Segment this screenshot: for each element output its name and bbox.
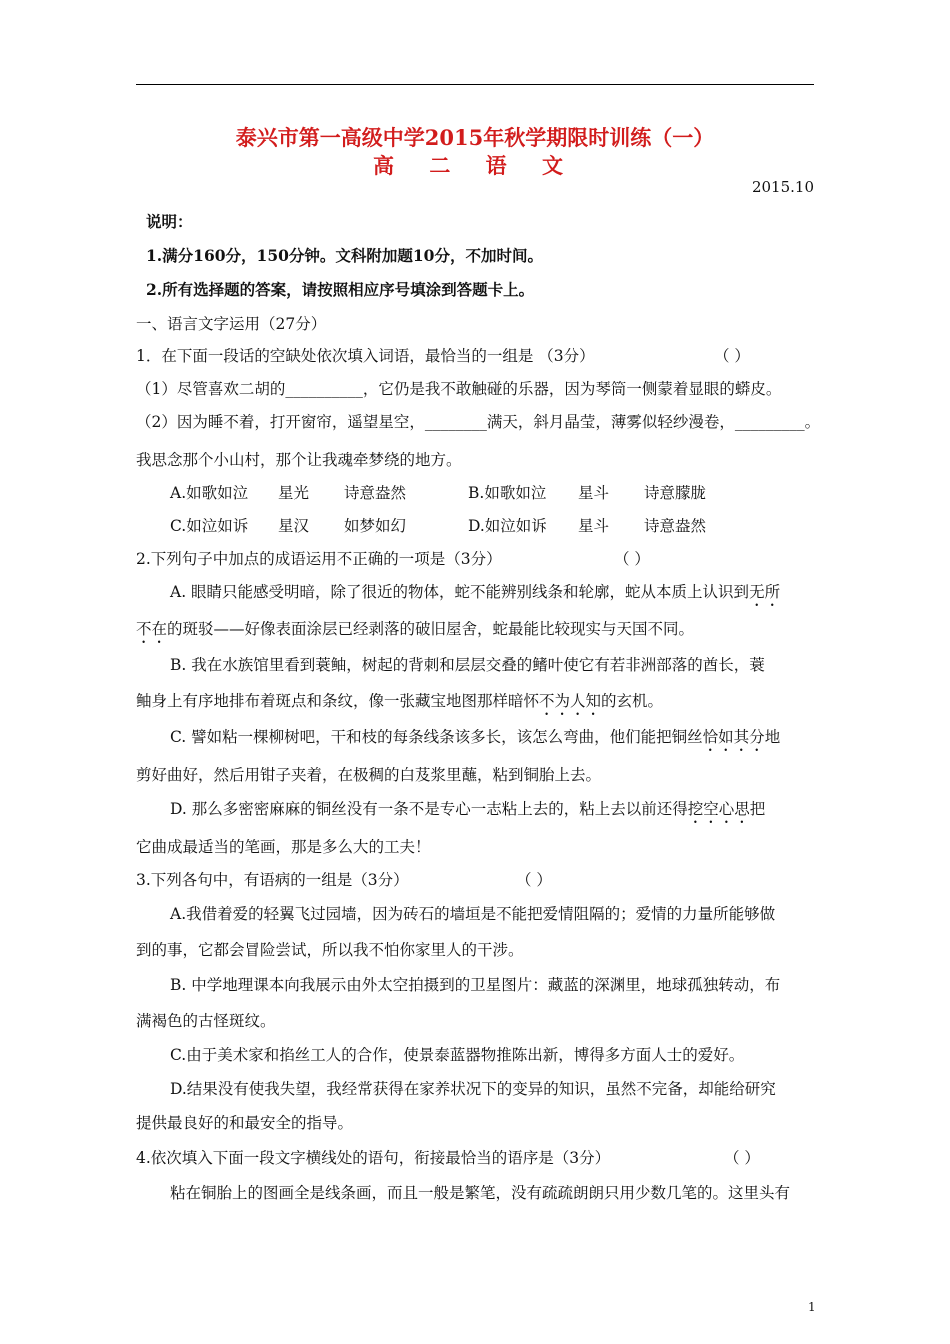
q1-stem bbox=[136, 344, 816, 366]
q1-option-c-1: C.如泣如诉 bbox=[170, 517, 249, 535]
page-number: 1 bbox=[808, 1300, 816, 1314]
q4-passage: 粘在铜胎上的图画全是线条画，而且一般是繁笔，没有疏疏朗朗只用少数几笔的。这里头有 bbox=[170, 1184, 791, 1202]
q2-c-text: C. 譬如粘一棵柳树吧，干和枝的每条线条该多长，该怎么弯曲，他们能把铜丝 bbox=[170, 728, 703, 746]
q2-option-c-line1 bbox=[170, 725, 850, 755]
q1-option-b-3: 诗意朦胧 bbox=[644, 484, 707, 502]
q1-stem-text: 1．在下面一段话的空缺处依次填入词语，最恰当的一组是 （3分） bbox=[136, 347, 595, 365]
q3-option-b-line1: B. 中学地理课本向我展示由外太空拍摄到的卫星图片：藏蓝的深渊里，地球孤独转动，布 bbox=[170, 976, 781, 994]
q2-a-text-2: 的斑驳——好像表面涂层已经剥落的破旧屋舍，蛇最能比较现实与天国不同。 bbox=[167, 620, 695, 638]
exam-subject: 高 二 语 文 bbox=[373, 153, 577, 178]
q1-options-cd bbox=[170, 514, 850, 536]
q1-option-a-3: 诗意盎然 bbox=[344, 484, 407, 502]
q2-answer-bracket: （ ） bbox=[614, 550, 650, 568]
notes-heading: 说明： bbox=[146, 212, 193, 231]
q1-option-d-3: 诗意盎然 bbox=[644, 517, 707, 535]
q2-option-d-line1 bbox=[170, 797, 850, 827]
q4-stem-text: 4.依次填入下面一段文字横线处的语句，衔接最恰当的语序是（3分） bbox=[136, 1149, 611, 1167]
q2-a-text: A. 眼睛只能感受明暗，除了很近的物体，蛇不能辨别线条和轮廓，蛇从本质上认识到 bbox=[170, 583, 750, 601]
q1-option-c-2: 星汉 bbox=[278, 517, 310, 535]
q2-d-text: D. 那么多密密麻麻的铜丝没有一条不是专心一志粘上去的，粘上去以前还得 bbox=[170, 800, 688, 818]
q2-b-text: 鲉身上有序地排布着斑点和条纹，像一张藏宝地图那样暗怀 bbox=[136, 692, 540, 710]
q1-option-b-2: 星斗 bbox=[578, 484, 610, 502]
q3-stem-text: 3.下列各句中，有语病的一组是（3分） bbox=[136, 871, 409, 889]
exam-date: 2015.10 bbox=[751, 178, 814, 196]
exam-title: 泰兴市第一高级中学2015年秋学期限时训练（一） bbox=[235, 125, 715, 150]
q2-option-a-line2 bbox=[136, 617, 816, 647]
q2-b-end: 的玄机。 bbox=[601, 692, 664, 710]
q2-d-end: 把 bbox=[749, 800, 766, 818]
q2-option-a-line1 bbox=[170, 580, 850, 610]
header-rule bbox=[136, 84, 814, 85]
q4-stem bbox=[136, 1146, 816, 1168]
q2-option-d-line2: 它曲成最适当的笔画，那是多么大的工夫！ bbox=[136, 838, 431, 856]
q3-answer-bracket: （ ） bbox=[516, 871, 552, 889]
q1-option-c-3: 如梦如幻 bbox=[344, 517, 407, 535]
q3-stem bbox=[136, 868, 816, 890]
q2-option-c-line2: 剪好曲好，然后用钳子夹着，在极稠的白芨浆里蘸，粘到铜胎上去。 bbox=[136, 766, 602, 784]
q2-stem-text: 2.下列句子中加点的成语运用不正确的一项是（3分） bbox=[136, 550, 502, 568]
section-heading: 一、语言文字运用（27分） bbox=[136, 315, 327, 333]
q3-option-d-line2: 提供最良好的和最安全的指导。 bbox=[136, 1114, 354, 1132]
q2-a-dotted-1: 无所 bbox=[749, 583, 781, 601]
q2-stem bbox=[136, 547, 816, 569]
q1-option-a-2: 星光 bbox=[278, 484, 310, 502]
q3-option-d-line1: D.结果没有使我失望，我经常获得在家养状况下的变异的知识，虽然不完备，却能给研究 bbox=[170, 1080, 776, 1098]
q3-option-c: C.由于美术家和掐丝工人的合作，使景泰蓝器物推陈出新，博得多方面人士的爱好。 bbox=[170, 1046, 745, 1064]
q2-option-b-line2 bbox=[136, 689, 816, 719]
q1-sentence-2: （2）因为睡不着，打开窗帘，遥望星空，________满天，斜月晶莹，薄雾似轻纱漫卷，_________。 bbox=[136, 413, 821, 431]
q2-d-dotted: 挖空心思 bbox=[687, 800, 750, 818]
q1-sentence-2-cont: 我思念那个小山村，那个让我魂牵梦绕的地方。 bbox=[136, 451, 462, 469]
q1-option-d-2: 星斗 bbox=[578, 517, 610, 535]
q2-option-b-line1: B. 我在水族馆里看到蓑鲉，树起的背刺和层层交叠的鳍叶使它有若非洲部落的酋长，蓑 bbox=[170, 656, 765, 674]
q2-c-end: 地 bbox=[764, 728, 781, 746]
note-item-1: 1.满分160分，150分钟。文科附加题10分，不加时间。 bbox=[146, 246, 543, 265]
q3-option-a-line1: A.我借着爱的轻翼飞过园墙，因为砖石的墙垣是不能把爱情阻隔的；爱情的力量所能够做 bbox=[170, 905, 776, 923]
q3-option-b-line2: 满褐色的古怪斑纹。 bbox=[136, 1012, 276, 1030]
q2-c-dotted: 恰如其分 bbox=[702, 728, 765, 746]
q1-answer-bracket: （ ） bbox=[714, 347, 750, 365]
q1-option-b-1: B.如歌如泣 bbox=[468, 484, 547, 502]
q2-b-dotted: 不为人知 bbox=[539, 692, 602, 710]
q1-option-a-1: A.如歌如泣 bbox=[170, 484, 249, 502]
q3-option-a-line2: 到的事，它都会冒险尝试，所以我不怕你家里人的干涉。 bbox=[136, 941, 524, 959]
note-item-2: 2.所有选择题的答案，请按照相应序号填涂到答题卡上。 bbox=[146, 280, 535, 299]
q4-answer-bracket: （ ） bbox=[724, 1149, 760, 1167]
q1-option-d-1: D.如泣如诉 bbox=[468, 517, 547, 535]
q1-options-ab bbox=[170, 481, 850, 503]
q1-sentence-1: （1）尽管喜欢二胡的__________，它仍是我不敢触碰的乐器，因为琴筒一侧蒙着显眼的蟒皮。 bbox=[136, 380, 782, 398]
q2-a-dotted-2: 不在 bbox=[136, 620, 168, 638]
